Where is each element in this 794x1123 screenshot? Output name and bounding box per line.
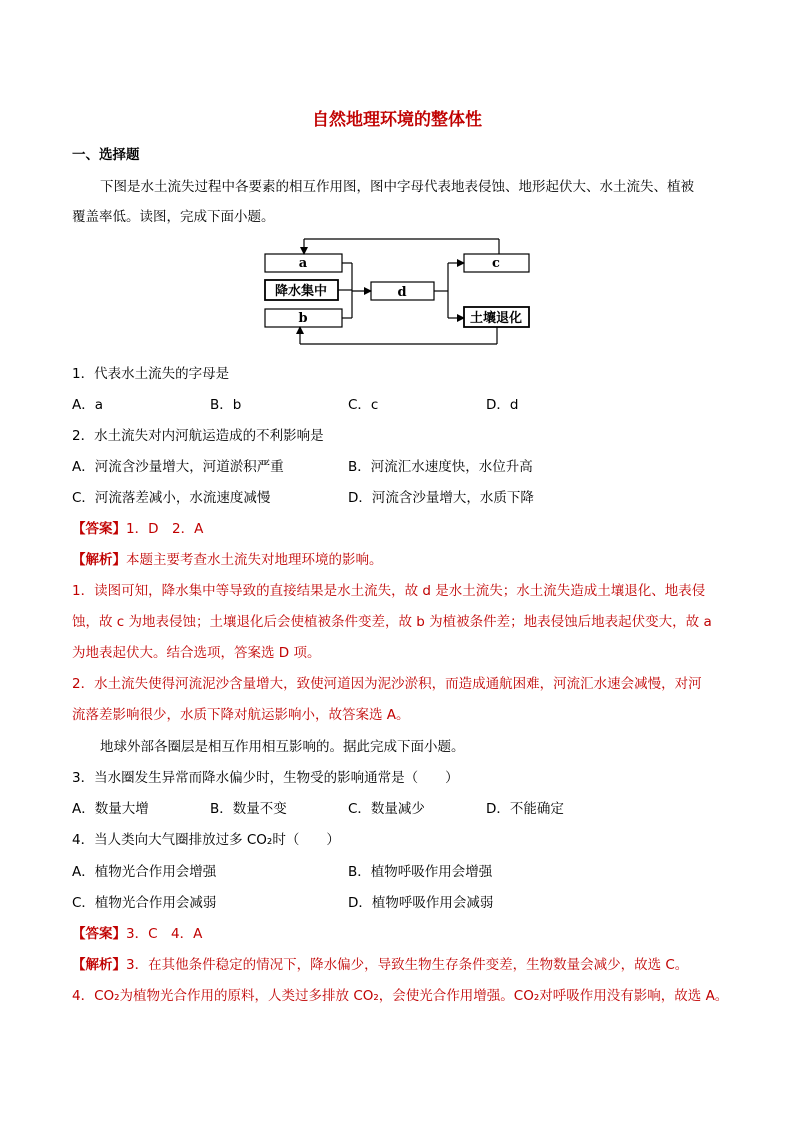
- q1-option-b: B．b: [210, 397, 242, 413]
- analysis-block-1: [72, 550, 383, 570]
- q4-option-b: B．植物呼吸作用会增强: [348, 864, 493, 880]
- answer-text: 1．D 2．A: [126, 521, 204, 537]
- q4-option-c: C．植物光合作用会减弱: [72, 895, 217, 911]
- analysis-text: 3．在其他条件稳定的情况下，降水偏少，导致生物生存条件变差，生物数量会减少，故选 C。: [126, 957, 689, 973]
- diagram-label-d: d: [397, 285, 407, 300]
- diagram-label-b: b: [298, 311, 308, 326]
- q3-option-d: D．不能确定: [486, 801, 564, 817]
- question-3-stem: 3．当水圈发生异常而降水偏少时，生物受的影响通常是（ ）: [72, 770, 459, 786]
- analysis-line: 为地表起伏大。结合选项，答案选 D 项。: [72, 645, 321, 661]
- q2-option-d: D．河流含沙量增大，水质下降: [348, 490, 534, 506]
- question-4-stem: 4．当人类向大气圈排放过多 CO₂时（ ）: [72, 832, 340, 848]
- question-1-stem: 1．代表水土流失的字母是: [72, 366, 230, 382]
- analysis-tag: 【解析】: [72, 957, 126, 973]
- q3-option-b: B．数量不变: [210, 801, 287, 817]
- page-title: 自然地理环境的整体性: [312, 110, 482, 130]
- analysis-line: 蚀，故 c 为地表侵蚀；土壤退化后会使植被条件变差，故 b 为植被条件差；地表侵蚀后地表起伏变大，故 a: [72, 614, 712, 630]
- q4-option-a: A．植物光合作用会增强: [72, 864, 217, 880]
- analysis-tag: 【解析】: [72, 552, 126, 568]
- q3-option-c: C．数量减少: [348, 801, 425, 817]
- q4-option-d: D．植物呼吸作用会减弱: [348, 895, 494, 911]
- answer-block-2: [72, 924, 202, 944]
- q1-option-a: A．a: [72, 397, 104, 413]
- section-heading: 一、选择题: [72, 147, 140, 163]
- analysis-line: 流落差影响很少，水质下降对航运影响小，故答案选 A。: [72, 707, 410, 723]
- question-2-stem: 2．水土流失对内河航运造成的不利影响是: [72, 428, 324, 444]
- q1-option-d: D．d: [486, 397, 519, 413]
- answer-tag: 【答案】: [72, 521, 126, 537]
- q2-option-c: C．河流落差减小，水流速度减慢: [72, 490, 271, 506]
- q2-option-a: A．河流含沙量增大，河道淤积严重: [72, 459, 284, 475]
- answer-block-1: [72, 519, 203, 539]
- q1-option-c: C．c: [348, 397, 379, 413]
- intro-text: 下图是水土流失过程中各要素的相互作用图，图中字母代表地表侵蚀、地形起伏大、水土流失、植被: [100, 179, 694, 195]
- answer-tag: 【答案】: [72, 926, 126, 942]
- erosion-diagram: [262, 234, 534, 348]
- diagram-label-soil: 土壤退化: [469, 311, 523, 326]
- q3-option-a: A．数量大增: [72, 801, 149, 817]
- analysis-text: 本题主要考查水土流失对地理环境的影响。: [126, 552, 383, 568]
- analysis-block-2: [72, 955, 688, 975]
- answer-text: 3．C 4．A: [126, 926, 203, 942]
- analysis-line: 1．读图可知，降水集中等导致的直接结果是水土流失，故 d 是水土流失；水土流失造成土壤退化、地表侵: [72, 583, 706, 599]
- analysis-line: 4．CO₂为植物光合作用的原料，人类过多排放 CO₂，会使光合作用增强。CO₂对呼吸作用没有影响，故选 A。: [72, 988, 729, 1004]
- diagram-label-rain: 降水集中: [274, 284, 328, 299]
- intro-text-2: 地球外部各圈层是相互作用相互影响的。据此完成下面小题。: [100, 739, 465, 755]
- q2-option-b: B．河流汇水速度快，水位升高: [348, 459, 533, 475]
- diagram-label-a: a: [298, 256, 308, 271]
- diagram-label-c: c: [492, 256, 500, 271]
- intro-text: 覆盖率低。读图，完成下面小题。: [72, 209, 275, 225]
- analysis-line: 2．水土流失使得河流泥沙含量增大，致使河道因为泥沙淤积，而造成通航困难，河流汇水速会减慢，对河: [72, 676, 702, 692]
